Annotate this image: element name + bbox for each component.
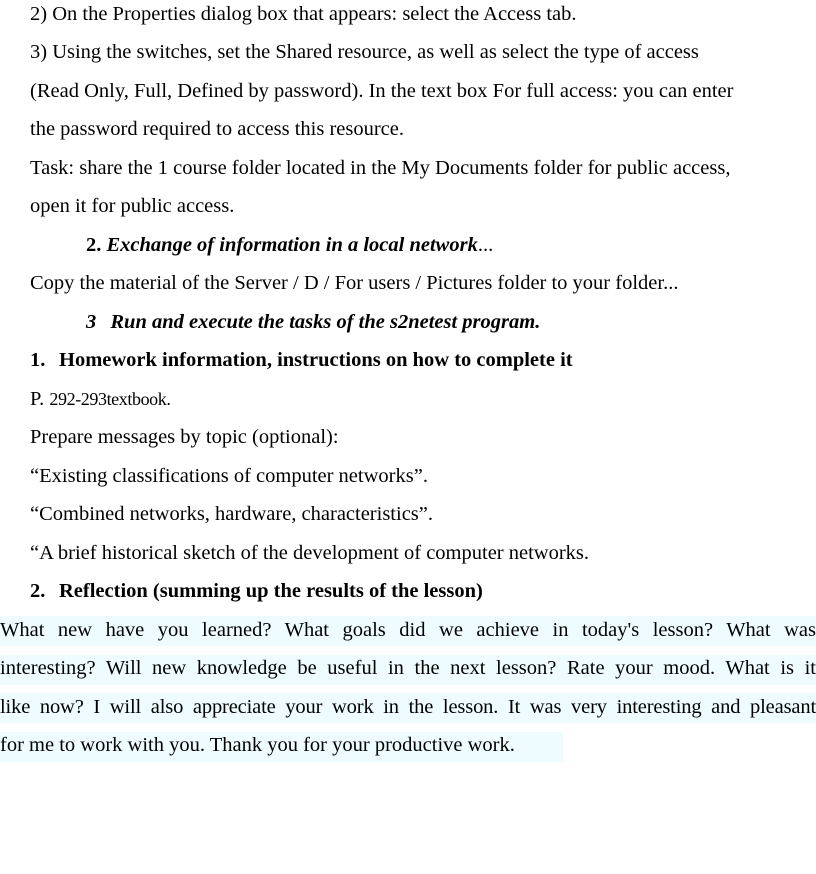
copy-instruction <box>0 264 816 303</box>
prepare-messages <box>0 418 816 457</box>
section-1-number: 1. <box>30 349 46 371</box>
reflection-text-3: like now? I will also appreciate your work in the lesson. It was very interesting and pleasant <box>0 695 816 718</box>
heading-2-number: 2. <box>86 233 102 256</box>
prepare-messages-line: Prepare messages by topic (optional): <box>30 426 339 448</box>
reflection-line-4 <box>0 726 816 765</box>
task-line-1: Task: share the 1 course folder located in the My Documents folder for public access, <box>30 156 731 179</box>
section-1-title: Homework information, instructions on how to complete it <box>59 349 573 371</box>
section-homework <box>0 341 816 380</box>
heading-run-program <box>0 303 816 342</box>
topic-3 <box>0 534 816 573</box>
topic-2 <box>0 495 816 534</box>
section-2-number: 2. <box>30 580 46 602</box>
heading-3-title: Run and execute the tasks of the s2netest program. <box>110 310 541 333</box>
task-line-2: open it for public access. <box>30 195 235 217</box>
reflection-text-1: What new have you learned? What goals did we achieve in today's lesson? What was <box>0 618 816 641</box>
task-continued <box>0 187 816 226</box>
topic-3-line: “A brief historical sketch of the development of computer networks. <box>30 541 590 564</box>
step-3-line-2: (Read Only, Full, Defined by password). In the text box For full access: you can enter <box>30 79 734 102</box>
heading-2-ellipsis: ... <box>477 233 494 256</box>
copy-instruction-line: Copy the material of the Server / D / For users / Pictures folder to your folder... <box>30 272 679 294</box>
step-2-line: 2) On the Properties dialog box that appears: select the Access tab. <box>30 3 577 25</box>
step-3-continued <box>0 72 816 111</box>
step-2-text <box>0 0 816 34</box>
step-3-line-1: 3) Using the switches, set the Shared resource, as well as select the type of access <box>30 41 699 63</box>
heading-exchange-information <box>0 226 816 265</box>
section-reflection <box>0 572 816 611</box>
reflection-line-2 <box>0 649 816 688</box>
task-text <box>0 149 816 188</box>
heading-2-title: Exchange of information in a local network <box>106 233 478 256</box>
page-numbers: 292-293textbook. <box>49 388 171 409</box>
step-3-line-3: the password required to access this resource. <box>30 118 404 140</box>
pages-reference <box>0 380 816 419</box>
topic-1-line: “Existing classifications of computer networks”. <box>30 464 428 487</box>
reflection-text-2: interesting? Will new knowledge be useful in the next lesson? Rate your mood. What is it <box>0 657 816 679</box>
topic-2-line: “Combined networks, hardware, characteristics”. <box>30 503 434 525</box>
reflection-line-3 <box>0 688 816 727</box>
heading-3-number: 3 <box>86 310 97 333</box>
step-3-text <box>0 33 816 72</box>
topic-1 <box>0 457 816 496</box>
section-2-title: Reflection (summing up the results of the lesson) <box>59 580 483 602</box>
reflection-line-1 <box>0 611 816 650</box>
step-3-end <box>0 110 816 149</box>
reflection-text-4: for me to work with you. Thank you for your productive work. <box>0 734 515 756</box>
page-prefix: P. <box>30 387 45 410</box>
